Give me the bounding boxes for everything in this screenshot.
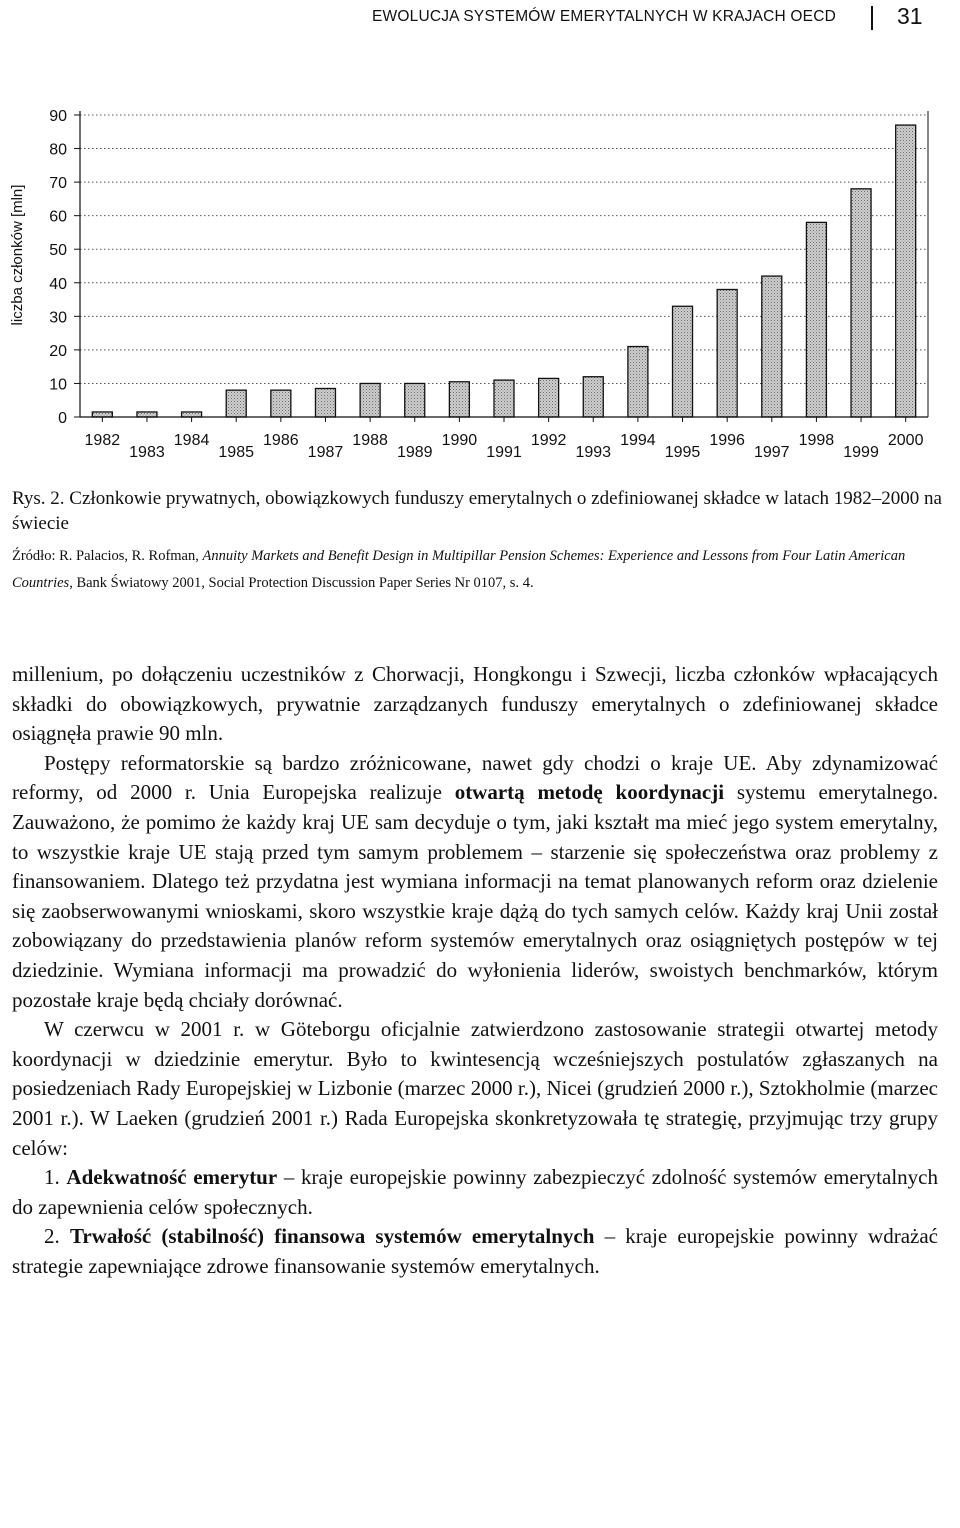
header-divider xyxy=(871,6,873,30)
list-item-2-heading: Trwałość (stabilność) finansowa systemów emerytalnych xyxy=(69,1224,595,1249)
bar-1982 xyxy=(92,412,112,417)
y-tick-label: 50 xyxy=(49,242,67,260)
paragraph-2-text-cont: systemu emerytalnego. Zauważono, że pomimo że każdy kraj UE sam decyduje o tym, jaki kształt ma mieć jego system emerytalny, to wszystkie kraje UE stają przed tym samym problemem – starzenie się społeczeństwa oraz problemy z finansowaniem. Dlatego też przydatna jest wymiana informacji na temat planowanych reform oraz dzielenie się zaobserwowanymi wnioskami, skoro wszystkie kraje dążą do tych samych celów. Każdy kraj Unii został zobowiązany do przedstawienia planów reform systemów emerytalnych oraz osiągniętych postępów w tej dziedzinie. Wymiana informacji ma prowadzić do wyłonienia liderów, swoistych benchmarków, którym pozostałe kraje będą chciały dorównać. xyxy=(12,780,938,1012)
x-tick-label: 1989 xyxy=(396,444,433,461)
bar-1988 xyxy=(360,383,380,417)
x-tick-label: 1995 xyxy=(664,444,701,461)
bar-1999 xyxy=(851,189,871,417)
y-tick-label: 0 xyxy=(58,410,67,427)
bar-2000 xyxy=(896,125,916,417)
x-tick-label: 1996 xyxy=(709,432,745,449)
list-item-1-heading: Adekwatność emerytur xyxy=(66,1165,278,1190)
y-tick-label: 40 xyxy=(49,275,67,293)
x-tick-label: 1983 xyxy=(129,444,165,461)
list-item-2-number: 2. xyxy=(44,1224,70,1249)
list-item-1 xyxy=(12,1163,938,1222)
list-item-1-text: – kraje europejskie powinny zabezpieczyć zdolność systemów emerytalnych do zapewnienia celów społecznych. xyxy=(12,1165,938,1219)
bar-1992 xyxy=(539,378,559,417)
figure-caption: Rys. 2. Członkowie prywatnych, obowiązkowych funduszy emerytalnych o zdefiniowanej składce w latach 1982–2000 na świecie xyxy=(12,488,942,534)
bar-1991 xyxy=(494,380,514,417)
paragraph-1: millenium, po dołączeniu uczestników z Chorwacji, Hongkongu i Szwecji, liczba członków wpłacających składki do obowiązkowych, prywatnie zarządzanych funduszy emerytalnych o zdefiniowanej składce osiągnęła prawie 90 mln. xyxy=(12,662,938,746)
bar-1994 xyxy=(628,347,648,417)
list-item-1-number: 1. xyxy=(44,1165,67,1190)
x-tick-label: 1991 xyxy=(486,444,522,461)
x-tick-label: 1985 xyxy=(218,444,255,461)
bar-1986 xyxy=(271,390,291,417)
page-number: 31 xyxy=(897,3,923,29)
y-tick-label: 20 xyxy=(49,342,67,360)
x-tick-label: 1982 xyxy=(84,432,121,449)
x-tick-label: 1998 xyxy=(798,432,835,449)
source-suffix: , Bank Światowy 2001, Social Protection Discussion Paper Series Nr 0107, s. 4. xyxy=(69,575,534,591)
chart-bars xyxy=(92,125,915,417)
bar-chart xyxy=(0,95,960,480)
y-tick-label: 10 xyxy=(49,376,67,394)
bar-1993 xyxy=(583,377,603,417)
figure-source xyxy=(12,543,952,597)
x-tick-label: 1986 xyxy=(263,432,299,449)
paragraph-3: W czerwcu w 2001 r. w Göteborgu oficjalnie zatwierdzono zastosowanie strategii otwartej metody koordynacji w dziedzinie emerytur. Było to kwintesencją wcześniejszych postulatów zgłaszanych na posiedzeniach Rady Europejskiej w Lizbonie (marzec 2000 r.), Nicei (grudzień 2000 r.), Sztokholmie (marzec 2001 r.). W Laeken (grudzień 2001 r.) Rada Europejska skonkretyzowała tę strategię, przyjmując trzy grupy celów: xyxy=(12,1017,938,1160)
x-tick-label: 1999 xyxy=(843,444,879,461)
y-tick-label: 70 xyxy=(49,175,67,193)
x-tick-label: 1994 xyxy=(620,432,656,449)
source-prefix: Źródło: R. Palacios, R. Rofman, xyxy=(12,548,203,564)
bar-1990 xyxy=(449,382,469,417)
x-tick-label: 1984 xyxy=(173,432,210,449)
paragraph-2-emphasis: otwartą metodę koordynacji xyxy=(454,780,725,805)
y-tick-label: 60 xyxy=(49,208,67,226)
y-tick-label: 80 xyxy=(49,141,67,159)
source-title: Annuity Markets and Benefit Design in Multipillar Pension Schemes: Experience and Lessons from Four Latin American Countries xyxy=(12,548,906,591)
running-header xyxy=(0,0,960,40)
x-tick-label: 1992 xyxy=(530,432,567,449)
paragraph-2 xyxy=(12,749,938,1015)
chart-y-ticks xyxy=(49,108,80,427)
bar-1989 xyxy=(405,383,425,417)
x-tick-label: 1988 xyxy=(352,432,388,449)
bar-1983 xyxy=(137,412,157,417)
bar-1995 xyxy=(673,306,693,417)
x-tick-label: 1987 xyxy=(307,444,344,461)
paragraph-2-text: Postępy reformatorskie są bardzo zróżnicowane, nawet gdy chodzi o kraje UE. Aby zdynamizować reformy, od 2000 r. Unia Europejska realizuje xyxy=(12,750,938,805)
bar-1985 xyxy=(226,390,246,417)
x-tick-label: 1990 xyxy=(441,432,478,449)
chart-gridlines xyxy=(80,115,928,383)
bar-1998 xyxy=(806,222,826,417)
bar-1996 xyxy=(717,289,737,417)
y-axis-label: liczba członków [mln] xyxy=(9,184,26,326)
bar-1984 xyxy=(182,412,202,417)
x-tick-label: 1997 xyxy=(753,444,790,461)
x-tick-label: 1993 xyxy=(575,444,612,461)
list-item-2-text: – kraje europejskie powinny wdrażać strategie zapewniające zdrowe finansowanie systemów emerytalnych. xyxy=(12,1224,938,1278)
x-tick-label: 2000 xyxy=(887,432,924,449)
body-text xyxy=(12,660,938,1281)
y-tick-label: 30 xyxy=(49,309,67,327)
y-tick-label: 90 xyxy=(49,108,67,125)
running-title: EWOLUCJA SYSTEMÓW EMERYTALNYCH W KRAJACH OECD xyxy=(372,8,837,25)
list-item-2 xyxy=(12,1222,938,1281)
chart-x-ticks xyxy=(85,417,924,461)
bar-1987 xyxy=(315,388,335,417)
bar-1997 xyxy=(762,276,782,417)
chart-axes xyxy=(80,111,928,417)
